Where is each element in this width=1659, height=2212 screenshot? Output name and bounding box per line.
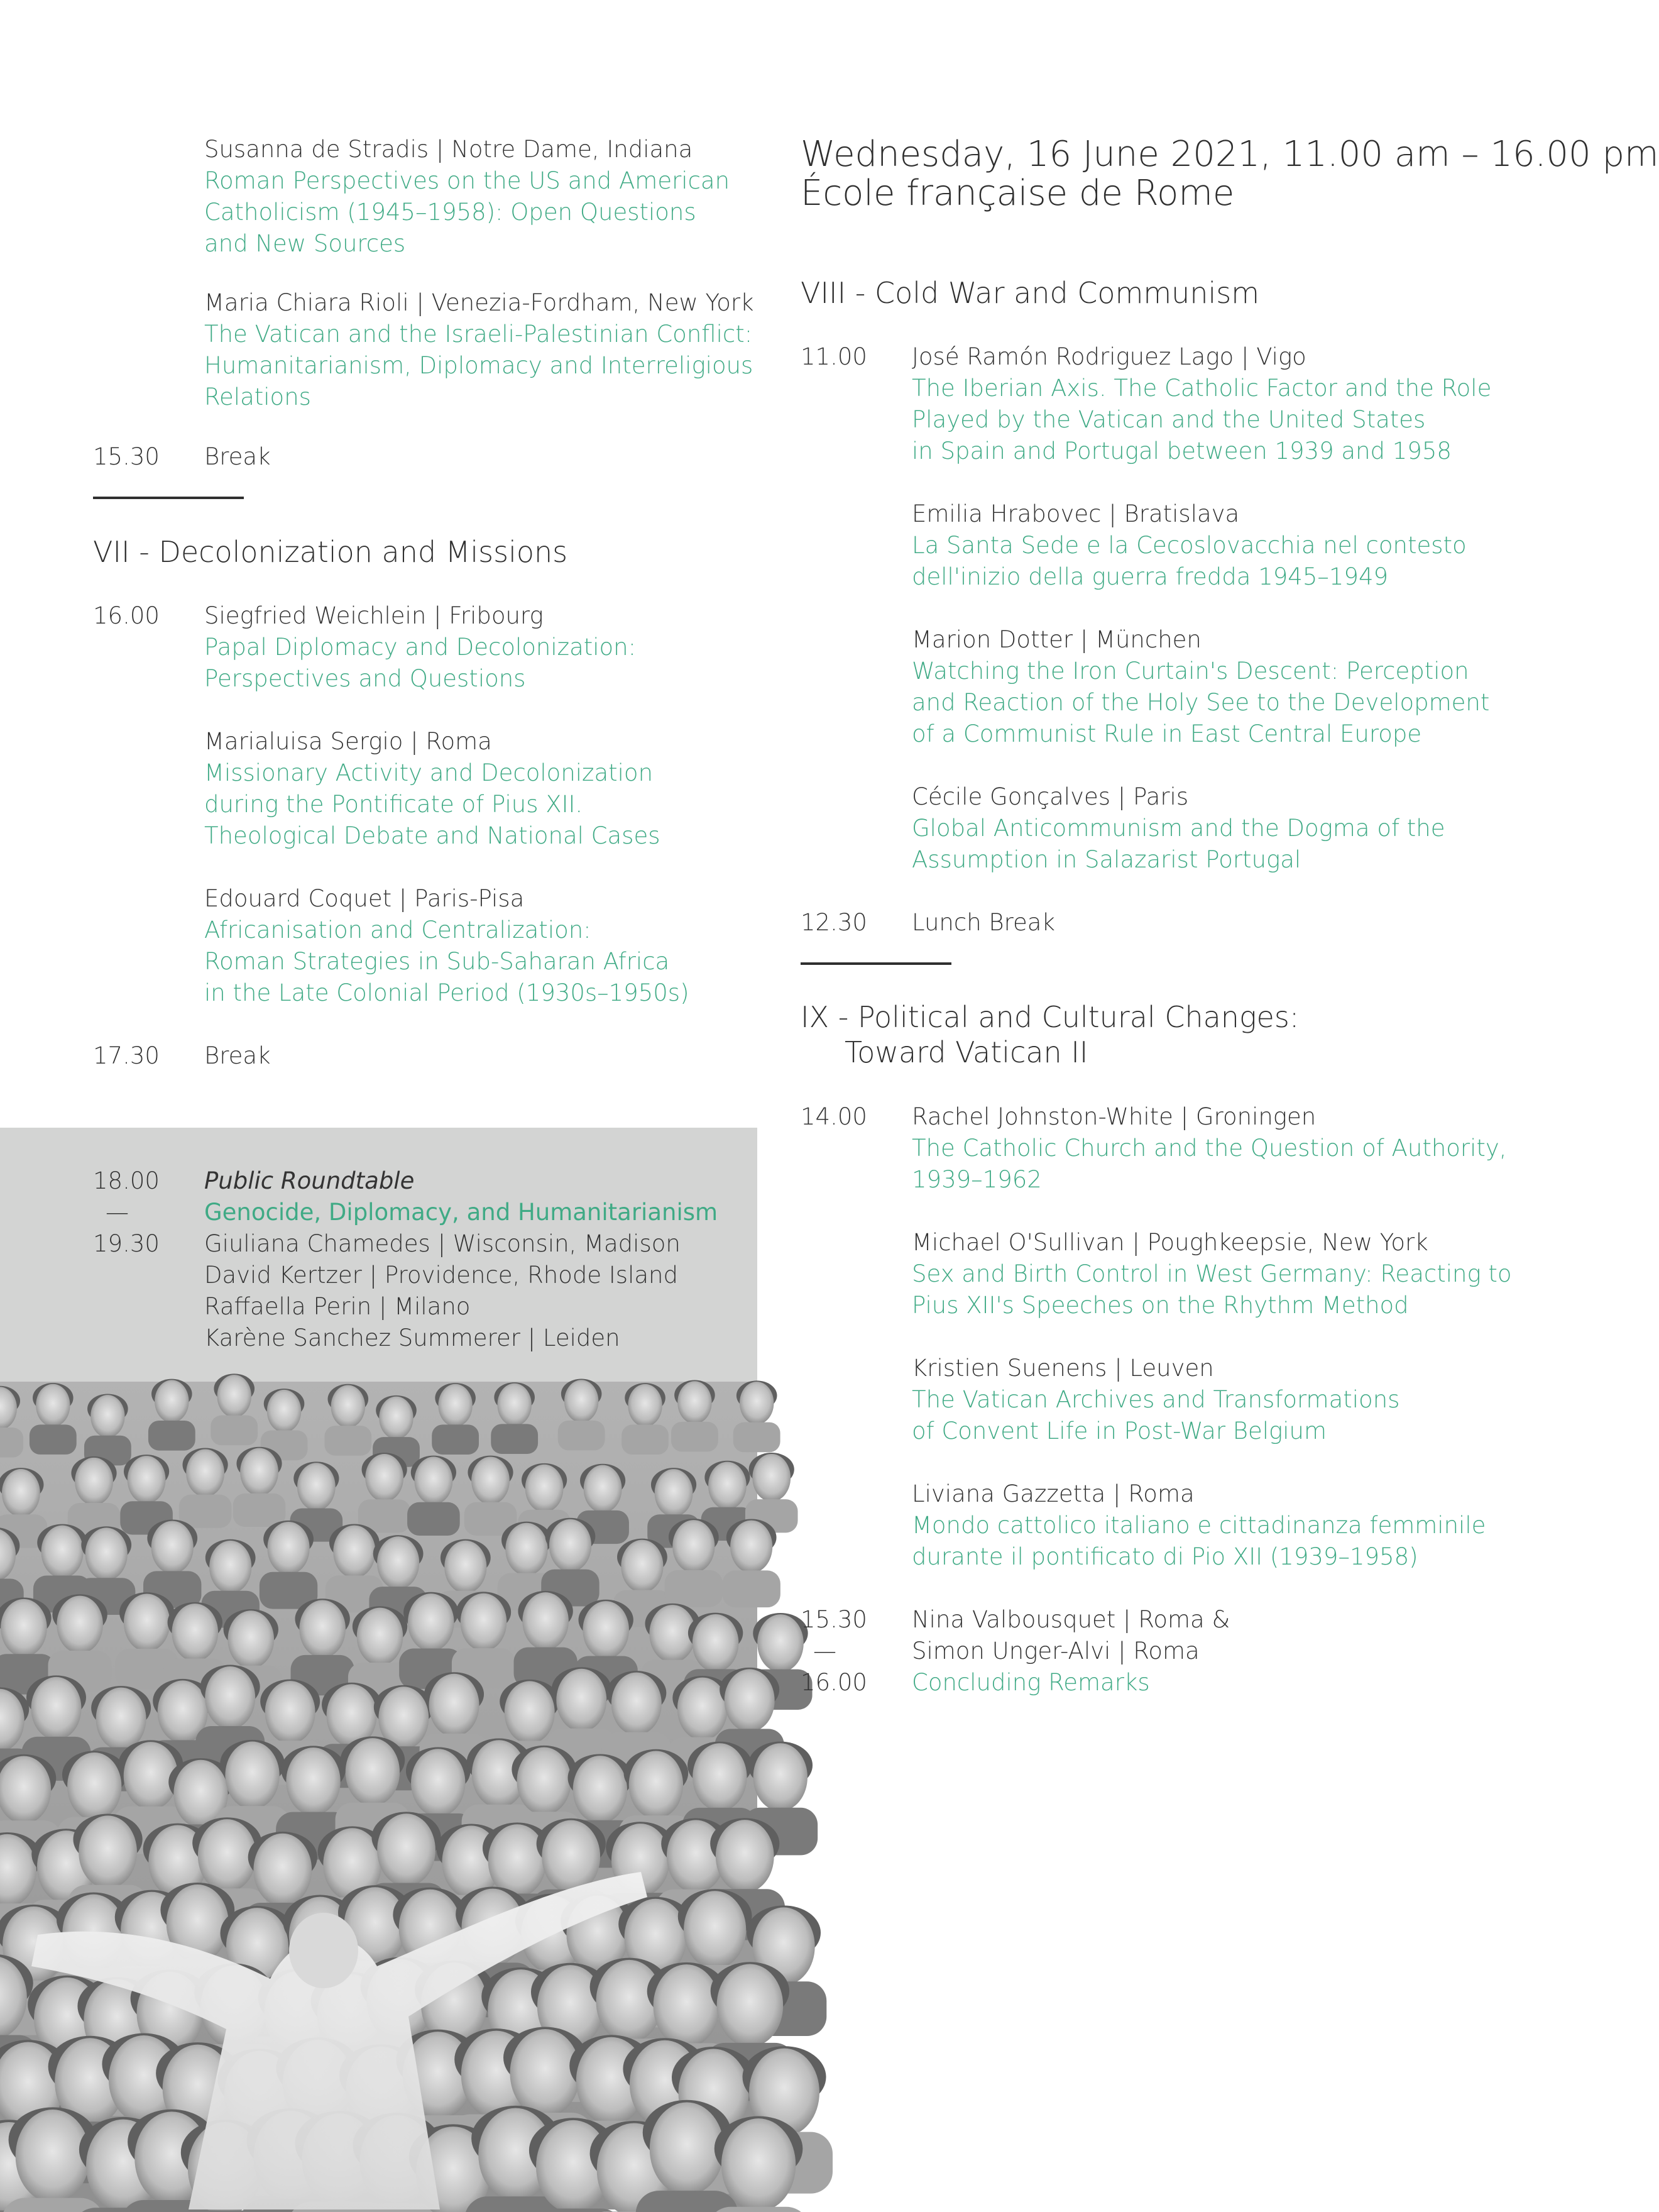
talk-title-line: Mondo cattolico italiano e cittadinanza femminile xyxy=(912,1512,1486,1539)
talk-title-line: Africanisation and Centralization: xyxy=(204,916,591,944)
lunch-label: Lunch Break xyxy=(912,909,1055,936)
speaker: Susanna de Stradis | Notre Dame, Indiana xyxy=(204,136,693,163)
divider xyxy=(93,497,244,499)
speaker: Michael O'Sullivan | Poughkeepsie, New York xyxy=(912,1229,1428,1256)
closing-dash: — xyxy=(813,1637,836,1665)
talk-title-line: in Spain and Portugal between 1939 and 1958 xyxy=(912,437,1452,465)
talk-title-line: and New Sources xyxy=(204,230,406,257)
break-label: Break xyxy=(204,1042,271,1069)
roundtable-title: Genocide, Diplomacy, and Humanitarianism xyxy=(204,1199,718,1226)
speaker: Siegfried Weichlein | Fribourg xyxy=(204,602,544,629)
talk-title-line: The Vatican and the Israeli-Palestinian Conflict: xyxy=(204,321,753,348)
talk-title-line: durante il pontificato di Pio XII (1939–1958) xyxy=(912,1543,1418,1570)
section-title: VIII - Cold War and Communism xyxy=(801,276,1260,310)
roundtable-dash: — xyxy=(106,1199,129,1226)
day-heading: Wednesday, 16 June 2021, 11.00 am – 16.00 pm xyxy=(801,134,1659,175)
break-time: 17.30 xyxy=(93,1042,160,1069)
talk-title-line: The Catholic Church and the Question of Authority, xyxy=(912,1135,1507,1162)
closing-title: Concluding Remarks xyxy=(912,1669,1150,1696)
talk-title-line: The Iberian Axis. The Catholic Factor and the Role xyxy=(912,375,1492,402)
speaker: José Ramón Rodriguez Lago | Vigo xyxy=(912,343,1306,370)
speaker: Emilia Hrabovec | Bratislava xyxy=(912,500,1240,527)
speaker: Kristien Suenens | Leuven xyxy=(912,1355,1214,1382)
venue: École française de Rome xyxy=(801,173,1235,214)
talk-title-line: during the Pontificate of Pius XII. xyxy=(204,791,583,818)
crowd-photo-icon xyxy=(0,1382,757,2209)
section-title: VII - Decolonization and Missions xyxy=(93,535,568,569)
participant: Giuliana Chamedes | Wisconsin, Madison xyxy=(204,1230,681,1257)
section-title: IX - Political and Cultural Changes: xyxy=(801,1000,1300,1034)
roundtable-box xyxy=(0,1128,757,1382)
talk-title-line: Humanitarianism, Diplomacy and Interreligious xyxy=(204,352,753,379)
divider xyxy=(801,962,951,965)
speaker: Edouard Coquet | Paris-Pisa xyxy=(204,885,525,912)
talk-title-line: Played by the Vatican and the United States xyxy=(912,406,1426,433)
talk-title-line: La Santa Sede e la Cecoslovacchia nel contesto xyxy=(912,532,1467,559)
talk-title-line: Theological Debate and National Cases xyxy=(204,822,660,849)
break-time: 15.30 xyxy=(93,443,160,470)
closing-end-time: 16.00 xyxy=(801,1669,867,1696)
session-time: 14.00 xyxy=(801,1103,867,1130)
talk-title-line: Global Anticommunism and the Dogma of the xyxy=(912,815,1445,842)
closing-start-time: 15.30 xyxy=(801,1606,867,1633)
talk-title-line: Watching the Iron Curtain's Descent: Perception xyxy=(912,658,1469,685)
participant: Raffaella Perin | Milano xyxy=(204,1293,471,1320)
talk-title-line: The Vatican Archives and Transformations xyxy=(912,1386,1400,1413)
roundtable-end-time: 19.30 xyxy=(93,1230,160,1257)
participant: David Kertzer | Providence, Rhode Island xyxy=(204,1262,678,1289)
speaker: Nina Valbousquet | Roma & xyxy=(912,1606,1230,1633)
talk-title-line: of a Communist Rule in East Central Europe xyxy=(912,720,1422,747)
participant: Karène Sanchez Summerer | Leiden xyxy=(204,1324,620,1351)
talk-title-line: Assumption in Salazarist Portugal xyxy=(912,846,1301,873)
talk-title-line: 1939–1962 xyxy=(912,1166,1042,1193)
talk-title-line: in the Late Colonial Period (1930s–1950s) xyxy=(204,979,689,1006)
lunch-time: 12.30 xyxy=(801,909,867,936)
talk-title-line: Roman Perspectives on the US and American xyxy=(204,167,730,194)
section-title-line2: Toward Vatican II xyxy=(845,1035,1088,1069)
talk-title-line: Catholicism (1945–1958): Open Questions xyxy=(204,199,696,226)
roundtable-label: Public Roundtable xyxy=(204,1167,415,1194)
session-time: 16.00 xyxy=(93,602,160,629)
speaker: Marion Dotter | München xyxy=(912,626,1202,653)
talk-title-line: of Convent Life in Post-War Belgium xyxy=(912,1417,1327,1444)
talk-title-line: Perspectives and Questions xyxy=(204,665,526,692)
speaker: Maria Chiara Rioli | Venezia-Fordham, New York xyxy=(204,289,754,316)
break-label: Break xyxy=(204,443,271,470)
speaker: Marialuisa Sergio | Roma xyxy=(204,728,492,755)
talk-title-line: and Reaction of the Holy See to the Development xyxy=(912,689,1490,716)
talk-title-line: dell'inizio della guerra fredda 1945–1949 xyxy=(912,563,1389,590)
roundtable-start-time: 18.00 xyxy=(93,1167,160,1194)
talk-title-line: Papal Diplomacy and Decolonization: xyxy=(204,634,637,661)
session-time: 11.00 xyxy=(801,343,867,370)
speaker: Rachel Johnston-White | Groningen xyxy=(912,1103,1317,1130)
talk-title-line: Pius XII's Speeches on the Rhythm Method xyxy=(912,1292,1409,1319)
speaker: Cécile Gonçalves | Paris xyxy=(912,783,1189,810)
talk-title-line: Relations xyxy=(204,383,311,410)
speaker: Simon Unger-Alvi | Roma xyxy=(912,1637,1200,1665)
talk-title-line: Sex and Birth Control in West Germany: Reacting to xyxy=(912,1260,1512,1287)
talk-title-line: Roman Strategies in Sub-Saharan Africa xyxy=(204,948,670,975)
talk-title-line: Missionary Activity and Decolonization xyxy=(204,759,654,786)
speaker: Liviana Gazzetta | Roma xyxy=(912,1480,1195,1507)
